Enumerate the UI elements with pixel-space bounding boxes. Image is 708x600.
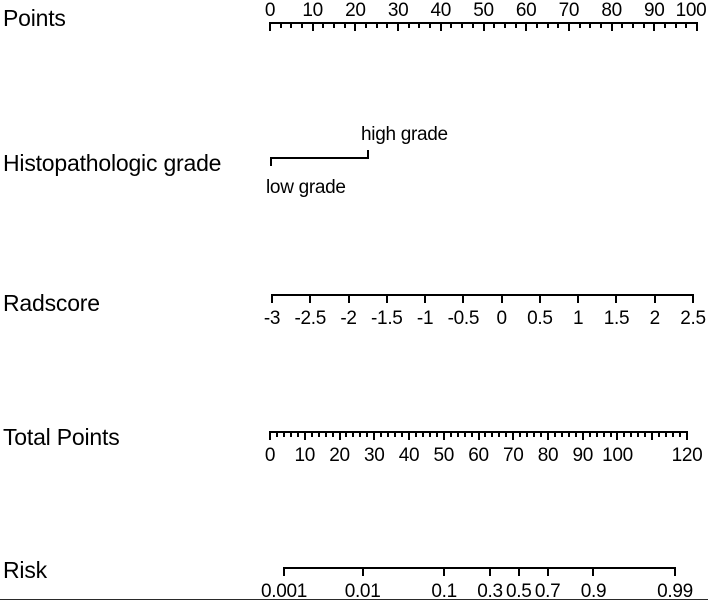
points-tick	[557, 22, 559, 28]
points-tick	[440, 22, 442, 31]
points-tick-label: 10	[302, 0, 323, 21]
total-points-tick	[651, 431, 653, 440]
points-tick-label: 20	[345, 0, 366, 21]
radscore-tick-label: -1.5	[371, 308, 403, 329]
points-tick	[376, 22, 378, 28]
risk-tick-label: 0.5	[506, 581, 532, 600]
radscore-tick-label: -1	[416, 308, 434, 329]
points-tick-label: 50	[473, 0, 494, 21]
radscore-tick	[462, 294, 464, 303]
points-tick	[664, 22, 666, 28]
total-points-tick	[547, 431, 549, 440]
total-points-tick-label: 60	[468, 445, 489, 466]
total-points-tick-label: 120	[671, 445, 703, 466]
risk-tick-label: 0.99	[657, 581, 693, 600]
total-points-tick	[616, 431, 618, 440]
risk-tick	[547, 567, 549, 576]
total-points-tick	[443, 431, 445, 440]
points-tick	[472, 22, 474, 28]
total-points-tick	[637, 431, 639, 437]
total-points-tick	[450, 431, 452, 437]
points-tick	[483, 22, 485, 31]
points-tick	[579, 22, 581, 28]
points-tick	[365, 22, 367, 28]
radscore-tick	[654, 294, 656, 303]
points-tick	[653, 22, 655, 31]
points-tick	[504, 22, 506, 28]
total-points-tick	[325, 431, 327, 437]
total-points-tick	[394, 431, 396, 437]
total-points-tick	[519, 431, 521, 437]
risk-tick	[362, 567, 364, 576]
points-tick	[600, 22, 602, 28]
points-tick	[280, 22, 282, 28]
risk-tick-label: 0.001	[260, 581, 308, 600]
radscore-tick-label: -2.5	[294, 308, 327, 329]
points-tick-label: 0	[264, 0, 276, 21]
row-label-risk: Risk	[3, 557, 47, 583]
total-points-tick	[630, 431, 632, 437]
total-points-tick	[596, 431, 598, 437]
radscore-tick	[615, 294, 617, 303]
row-label-radscore: Radscore	[3, 290, 100, 316]
row-label-total-points: Total Points	[3, 424, 120, 450]
radscore-axis-line	[271, 294, 694, 296]
total-points-tick	[505, 431, 507, 437]
radscore-tick-label: -2	[340, 308, 357, 329]
total-points-tick	[290, 431, 292, 437]
total-points-tick	[276, 431, 278, 437]
points-tick	[675, 22, 677, 28]
radscore-tick	[501, 294, 503, 303]
radscore-tick-label: 2	[649, 308, 660, 329]
total-points-tick	[478, 431, 480, 440]
risk-tick	[283, 567, 285, 576]
histopathologic-grade-tick	[270, 157, 272, 166]
points-tick	[333, 22, 335, 28]
points-tick	[408, 22, 410, 28]
total-points-tick-label: 100	[602, 445, 633, 466]
row-label-points: Points	[3, 5, 66, 31]
total-points-tick	[533, 431, 535, 437]
radscore-tick	[309, 294, 311, 303]
total-points-tick	[471, 431, 473, 437]
radscore-tick-label: -3	[263, 308, 281, 329]
risk-tick	[592, 567, 594, 576]
total-points-tick	[610, 431, 612, 437]
total-points-tick	[464, 431, 466, 437]
total-points-tick	[665, 431, 667, 437]
total-points-tick	[575, 431, 577, 437]
total-points-tick	[387, 431, 389, 437]
radscore-tick	[348, 294, 350, 303]
total-points-tick	[408, 431, 410, 440]
points-tick	[386, 22, 388, 28]
points-tick	[536, 22, 538, 28]
points-tick-label: 100	[675, 0, 707, 21]
points-tick	[547, 22, 549, 28]
total-points-tick	[589, 431, 591, 437]
total-points-tick	[366, 431, 368, 437]
total-points-tick	[429, 431, 431, 437]
points-tick	[301, 22, 303, 28]
total-points-tick	[568, 431, 570, 437]
points-tick	[632, 22, 634, 28]
risk-tick	[674, 567, 676, 576]
points-tick-label: 80	[601, 0, 622, 21]
total-points-tick	[415, 431, 417, 437]
radscore-tick-label: 0.5	[527, 308, 553, 329]
total-points-tick	[658, 431, 660, 437]
radscore-tick	[386, 294, 388, 303]
histopathologic-grade-tick-label: high grade	[361, 124, 448, 145]
points-tick	[589, 22, 591, 28]
total-points-tick	[304, 431, 306, 440]
histopathologic-grade-tick	[367, 150, 369, 159]
points-tick	[525, 22, 527, 31]
total-points-tick-label: 30	[363, 445, 385, 466]
total-points-tick	[332, 431, 334, 437]
total-points-tick	[345, 431, 347, 437]
points-tick	[621, 22, 623, 28]
total-points-tick	[603, 431, 605, 437]
total-points-tick	[269, 431, 271, 440]
points-tick-label: 70	[558, 0, 580, 21]
total-points-tick	[498, 431, 500, 437]
risk-tick-label: 0.3	[477, 581, 503, 600]
radscore-tick-label: 2.5	[680, 308, 706, 329]
total-points-tick	[352, 431, 354, 437]
risk-tick	[443, 567, 445, 576]
radscore-tick	[424, 294, 426, 303]
points-tick	[515, 22, 517, 28]
risk-tick-label: 0.9	[580, 581, 607, 600]
total-points-tick	[686, 431, 688, 440]
points-tick	[685, 22, 687, 28]
radscore-tick	[692, 294, 694, 303]
risk-tick-label: 0.01	[344, 581, 381, 600]
total-points-tick	[484, 431, 486, 437]
total-points-tick	[283, 431, 285, 437]
total-points-tick	[554, 431, 556, 437]
total-points-tick-label: 50	[433, 445, 455, 466]
total-points-tick-label: 0	[264, 445, 276, 466]
points-tick-label: 30	[387, 0, 409, 21]
total-points-tick-label: 40	[398, 445, 420, 466]
radscore-tick-label: 0	[496, 308, 507, 329]
total-points-tick	[359, 431, 361, 437]
points-tick	[611, 22, 613, 31]
total-points-tick	[582, 431, 584, 440]
total-points-tick	[373, 431, 375, 440]
risk-tick	[489, 567, 491, 576]
risk-tick	[518, 567, 520, 576]
total-points-tick	[561, 431, 563, 437]
total-points-tick	[672, 431, 674, 437]
points-tick-label: 40	[430, 0, 452, 21]
points-tick	[568, 22, 570, 31]
histopathologic-grade-axis-line	[270, 157, 369, 159]
risk-axis-line	[283, 567, 676, 569]
points-tick-label: 90	[644, 0, 665, 21]
row-label-histopathologic-grade: Histopathologic grade	[3, 150, 222, 176]
total-points-tick-label: 80	[537, 445, 559, 466]
total-points-tick	[540, 431, 542, 437]
points-tick	[290, 22, 292, 28]
radscore-tick-label: 1	[573, 308, 584, 329]
radscore-tick	[577, 294, 579, 303]
total-points-tick	[297, 431, 299, 437]
points-tick	[429, 22, 431, 28]
points-tick	[696, 22, 698, 31]
points-tick-label: 60	[515, 0, 537, 21]
points-tick	[269, 22, 271, 31]
total-points-tick	[512, 431, 514, 440]
total-points-tick-label: 20	[329, 445, 350, 466]
total-points-tick	[491, 431, 493, 437]
total-points-tick	[311, 431, 313, 437]
total-points-tick	[623, 431, 625, 437]
points-tick	[312, 22, 314, 31]
total-points-tick-label: 90	[572, 445, 594, 466]
radscore-tick	[539, 294, 541, 303]
risk-tick-label: 0.7	[534, 581, 561, 600]
total-points-tick	[526, 431, 528, 437]
total-points-tick	[457, 431, 459, 437]
total-points-tick-label: 70	[502, 445, 524, 466]
points-tick	[322, 22, 324, 28]
total-points-tick	[436, 431, 438, 437]
risk-tick-label: 0.1	[431, 581, 457, 600]
points-tick	[643, 22, 645, 28]
radscore-tick-label: -0.5	[447, 308, 480, 329]
radscore-tick-label: 1.5	[603, 308, 630, 329]
total-points-tick	[318, 431, 320, 437]
points-tick	[397, 22, 399, 31]
total-points-tick	[380, 431, 382, 437]
total-points-tick-label: 10	[294, 445, 316, 466]
total-points-tick	[339, 431, 341, 440]
radscore-tick	[271, 294, 273, 303]
total-points-tick	[679, 431, 681, 437]
points-tick	[493, 22, 495, 28]
points-tick	[418, 22, 420, 28]
total-points-tick	[644, 431, 646, 437]
points-tick	[450, 22, 452, 28]
total-points-tick	[422, 431, 424, 437]
points-tick	[344, 22, 346, 28]
histopathologic-grade-tick-label: low grade	[266, 177, 346, 198]
total-points-tick	[401, 431, 403, 437]
points-tick	[354, 22, 356, 31]
points-tick	[461, 22, 463, 28]
